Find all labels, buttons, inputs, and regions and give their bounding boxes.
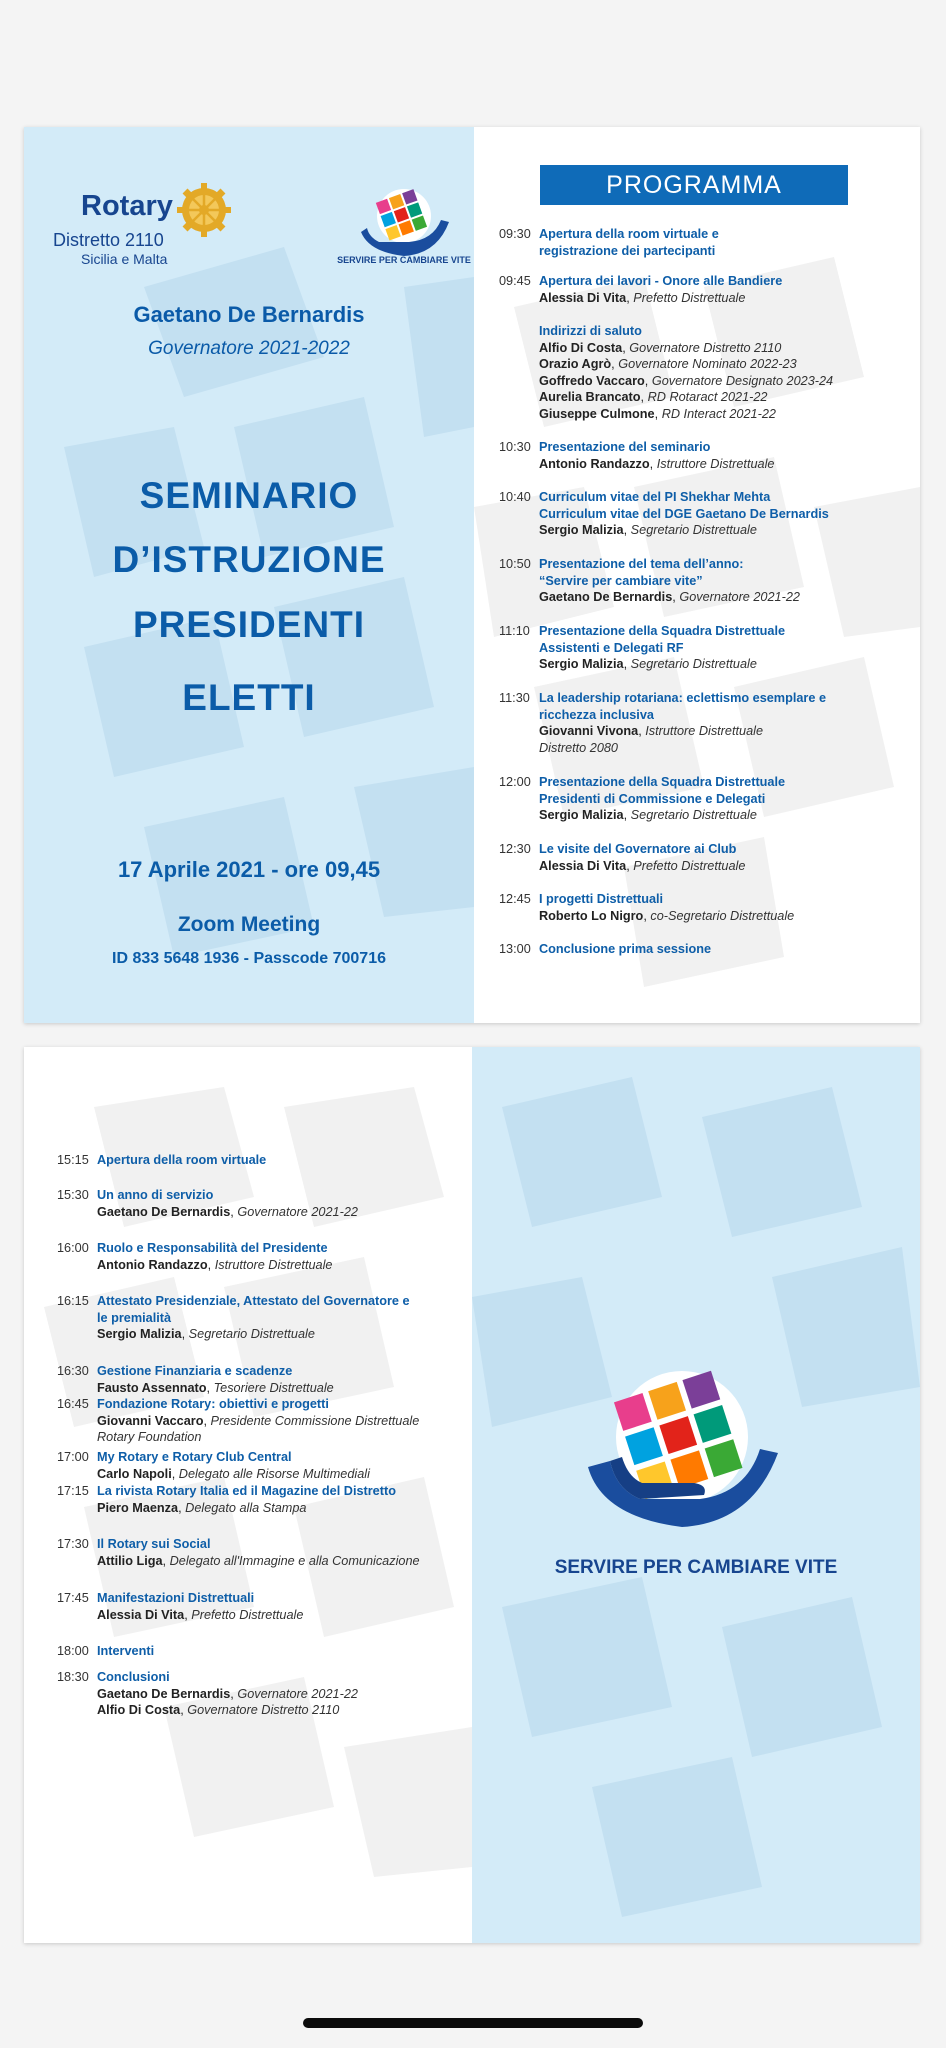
speaker-line: Sergio Malizia, Segretario Distrettuale xyxy=(539,808,757,822)
schedule-body xyxy=(97,1669,467,1719)
schedule-body xyxy=(539,439,914,472)
rotary-wheel-icon xyxy=(176,182,232,238)
cover-panel xyxy=(24,127,474,1023)
session-title: La leadership rotariana: eclettismo esemplare e xyxy=(539,691,826,705)
session-title: Curriculum vitae del PI Shekhar Mehta xyxy=(539,490,771,504)
seminar-title-line: SEMINARIO xyxy=(139,475,359,516)
schedule-body xyxy=(539,273,914,306)
session-title: Apertura dei lavori - Onore alle Bandiere xyxy=(539,274,783,288)
speaker-name: Carlo Napoli xyxy=(97,1466,172,1481)
seminar-title-line: ELETTI xyxy=(182,677,316,718)
speaker-name: Antonio Randazzo xyxy=(97,1257,208,1272)
speaker-role: Segretario Distrettuale xyxy=(188,1327,315,1341)
speaker-name: Alfio Di Costa xyxy=(97,1703,181,1717)
speaker-line: Giuseppe Culmone, RD Interact 2021-22 xyxy=(539,406,776,421)
speaker-name: Alessia Di Vita xyxy=(97,1607,185,1622)
speaker-role: Governatore 2021-22 xyxy=(237,1204,358,1219)
speaker-role: RD Rotaract 2021-22 xyxy=(647,390,768,404)
speaker-name: Sergio Malizia xyxy=(539,523,624,537)
speaker-name: Sergio Malizia xyxy=(539,657,624,671)
session-title: Un anno di servizio xyxy=(97,1188,214,1202)
speaker-role: Segretario Distrettuale xyxy=(630,808,757,822)
schedule-body xyxy=(539,841,914,874)
schedule-body xyxy=(97,1293,467,1343)
speaker-name: Gaetano De Bernardis xyxy=(97,1204,231,1219)
session-title: Apertura della room virtuale xyxy=(97,1153,267,1167)
speaker-line: Aurelia Brancato, RD Rotaract 2021-22 xyxy=(539,390,768,404)
speaker-role: Governatore 2021-22 xyxy=(679,590,800,604)
session-title: Presentazione del seminario xyxy=(539,440,711,454)
schedule-time: 09:30 xyxy=(499,227,531,241)
speaker-line: Orazio Agrò, Governatore Nominato 2022-23 xyxy=(539,357,797,371)
speaker-role: Presidente Commissione Distrettuale xyxy=(210,1413,420,1428)
schedule-body xyxy=(97,1590,467,1623)
schedule-body xyxy=(539,623,914,673)
speaker-line xyxy=(539,740,914,757)
session-title: registrazione dei partecipanti xyxy=(539,243,716,258)
speaker-name: Giuseppe Culmone xyxy=(539,406,655,421)
speaker-line: Gaetano De Bernardis, Governatore 2021-22 xyxy=(97,1686,358,1701)
speaker-role: Delegato alle Risorse Multimediali xyxy=(178,1466,370,1481)
speaker-name: Goffredo Vaccaro xyxy=(539,373,645,388)
speaker-line: Sergio Malizia, Segretario Distrettuale xyxy=(539,657,757,671)
meeting-credentials: ID 833 5648 1936 - Passcode 700716 xyxy=(112,950,386,967)
speaker-line: Roberto Lo Nigro, co-Segretario Distrettuale xyxy=(539,908,795,923)
schedule-time: 16:45 xyxy=(57,1397,89,1411)
speaker-line xyxy=(97,1429,467,1446)
speaker-line: Giovanni Vivona, Istruttore Distrettuale xyxy=(539,724,764,738)
schedule-time: 17:00 xyxy=(57,1450,89,1464)
speaker-name: Roberto Lo Nigro xyxy=(539,908,644,923)
session-title: “Servire per cambiare vite” xyxy=(539,573,703,588)
session-title: Fondazione Rotary: obiettivi e progetti xyxy=(97,1397,329,1411)
speaker-role: Istruttore Distrettuale xyxy=(645,724,764,738)
schedule-body xyxy=(97,1240,467,1273)
session-title: Curriculum vitae del DGE Gaetano De Bernardis xyxy=(539,506,829,521)
speaker-name: Sergio Malizia xyxy=(539,808,624,822)
speaker-name: Gaetano De Bernardis xyxy=(97,1686,231,1701)
schedule-time: 12:30 xyxy=(499,842,531,856)
speaker-role: Delegato all'Immagine e alla Comunicazione xyxy=(169,1553,420,1568)
globe-hand-logo-icon xyxy=(582,1357,782,1547)
schedule-time: 11:30 xyxy=(499,691,530,705)
speaker-line: Alessia Di Vita, Prefetto Distrettuale xyxy=(539,290,746,305)
brochure-page-1 xyxy=(24,127,920,1023)
speaker-line: Goffredo Vaccaro, Governatore Designato 2023-24 xyxy=(539,373,834,388)
speaker-line: Giovanni Vaccaro, Presidente Commissione Distrettuale xyxy=(97,1413,420,1428)
session-title: Conclusione prima sessione xyxy=(539,942,712,956)
speaker-line: Carlo Napoli, Delegato alle Risorse Multimediali xyxy=(97,1466,370,1481)
session-title: Le visite del Governatore ai Club xyxy=(539,842,737,856)
speaker-role: Governatore Distretto 2110 xyxy=(187,1703,340,1717)
speaker-role: Segretario Distrettuale xyxy=(630,657,757,671)
speaker-line: Antonio Randazzo, Istruttore Distrettuale xyxy=(539,456,775,471)
speaker-line: Alessia Di Vita, Prefetto Distrettuale xyxy=(539,858,746,873)
schedule-body xyxy=(97,1152,467,1169)
session-title: My Rotary e Rotary Club Central xyxy=(97,1450,292,1464)
speaker-role: Distretto 2080 xyxy=(539,740,618,755)
speaker-role: Prefetto Distrettuale xyxy=(191,1607,304,1622)
session-title: Presentazione della Squadra Distrettuale xyxy=(539,775,786,789)
speaker-line: Alfio Di Costa, Governatore Distretto 2110 xyxy=(539,340,782,355)
speaker-line: Antonio Randazzo, Istruttore Distrettuale xyxy=(97,1257,333,1272)
session-title: Il Rotary sui Social xyxy=(97,1537,211,1551)
speaker-role: Tesoriere Distrettuale xyxy=(213,1380,334,1395)
tagline-large: SERVIRE PER CAMBIARE VITE xyxy=(554,1557,838,1578)
schedule-body xyxy=(539,891,914,924)
governor-name: Gaetano De Bernardis xyxy=(133,302,365,327)
schedule-body xyxy=(539,226,914,259)
schedule-body xyxy=(97,1643,467,1660)
speaker-name: Piero Maenza xyxy=(97,1500,179,1515)
session-title: Apertura della room virtuale e xyxy=(539,227,719,241)
speaker-name: Giovanni Vaccaro xyxy=(97,1413,204,1428)
session-title: le premialità xyxy=(97,1310,172,1325)
speaker-role: RD Interact 2021-22 xyxy=(661,406,776,421)
speaker-name: Aurelia Brancato xyxy=(539,390,641,404)
schedule-time: 09:45 xyxy=(499,274,531,288)
district-label: Distretto 2110 xyxy=(53,230,164,250)
schedule-time: 16:00 xyxy=(57,1241,89,1255)
speaker-role: Prefetto Distrettuale xyxy=(633,290,746,305)
program-header: PROGRAMMA xyxy=(540,165,848,205)
speaker-name: Alessia Di Vita xyxy=(539,290,627,305)
program-panel-afternoon xyxy=(24,1047,472,1943)
schedule-body xyxy=(97,1449,467,1482)
session-title: Presentazione della Squadra Distrettuale xyxy=(539,624,786,638)
tagline-small: SERVIRE PER CAMBIARE VITE xyxy=(337,255,471,265)
brochure-page-2 xyxy=(24,1047,920,1943)
speaker-role: Governatore 2021-22 xyxy=(237,1686,358,1701)
schedule-time: 16:30 xyxy=(57,1364,89,1378)
session-title: ricchezza inclusiva xyxy=(539,707,654,722)
schedule-time: 15:15 xyxy=(57,1153,89,1167)
session-title: Gestione Finanziaria e scadenze xyxy=(97,1364,293,1378)
speaker-role: Prefetto Distrettuale xyxy=(633,858,746,873)
speaker-name: Antonio Randazzo xyxy=(539,456,650,471)
schedule-time: 10:30 xyxy=(499,440,531,454)
session-title: Presidenti di Commissione e Delegati xyxy=(539,791,766,806)
speaker-line: Attilio Liga, Delegato all'Immagine e alla Comunicazione xyxy=(97,1553,420,1568)
schedule-body xyxy=(97,1363,467,1396)
speaker-line: Sergio Malizia, Segretario Distrettuale xyxy=(97,1327,315,1341)
schedule-body xyxy=(539,941,914,958)
speaker-line: Alfio Di Costa, Governatore Distretto 2110 xyxy=(97,1703,340,1717)
session-title: Conclusioni xyxy=(97,1670,170,1684)
speaker-role: Governatore Designato 2023-24 xyxy=(651,373,834,388)
session-title: Attestato Presidenziale, Attestato del Governatore e xyxy=(97,1294,410,1308)
speaker-role: Rotary Foundation xyxy=(97,1430,202,1444)
session-title: Manifestazioni Distrettuali xyxy=(97,1591,255,1605)
event-platform: Zoom Meeting xyxy=(177,913,321,936)
session-title: Ruolo e Responsabilità del Presidente xyxy=(97,1241,328,1255)
program-panel xyxy=(474,127,920,1023)
schedule-body xyxy=(97,1483,467,1516)
schedule-time: 15:30 xyxy=(57,1188,89,1202)
schedule-body xyxy=(539,690,914,756)
schedule-time: 10:50 xyxy=(499,557,531,571)
home-indicator[interactable] xyxy=(303,2018,643,2028)
region-label: Sicilia e Malta xyxy=(81,251,168,267)
speaker-role: Governatore Distretto 2110 xyxy=(629,340,782,355)
speaker-line: Gaetano De Bernardis, Governatore 2021-22 xyxy=(539,590,800,604)
schedule-body xyxy=(539,323,914,422)
speaker-name: Gaetano De Bernardis xyxy=(539,590,673,604)
session-title: Presentazione del tema dell’anno: xyxy=(539,557,744,571)
rotary-wordmark: Rotary xyxy=(81,190,173,222)
back-cover-panel xyxy=(472,1047,920,1943)
session-title: I progetti Distrettuali xyxy=(539,892,664,906)
speaker-role: Istruttore Distrettuale xyxy=(656,456,775,471)
schedule-body xyxy=(539,556,914,606)
speaker-role: Delegato alla Stampa xyxy=(185,1500,307,1515)
schedule-time: 18:30 xyxy=(57,1670,89,1684)
speaker-role: co-Segretario Distrettuale xyxy=(650,908,795,923)
schedule-time: 18:00 xyxy=(57,1644,89,1658)
schedule-body xyxy=(97,1187,467,1220)
schedule-body xyxy=(539,774,914,824)
speaker-name: Orazio Agrò xyxy=(539,357,612,371)
speaker-line: Fausto Assennato, Tesoriere Distrettuale xyxy=(97,1380,334,1395)
speaker-role: Segretario Distrettuale xyxy=(630,523,757,537)
schedule-time: 12:00 xyxy=(499,775,531,789)
governor-title: Governatore 2021-2022 xyxy=(148,338,350,359)
speaker-line: Piero Maenza, Delegato alla Stampa xyxy=(97,1500,307,1515)
session-title: Indirizzi di saluto xyxy=(539,324,642,338)
speaker-name: Giovanni Vivona xyxy=(539,724,639,738)
seminar-title-line: PRESIDENTI xyxy=(132,604,366,645)
session-title: Assistenti e Delegati RF xyxy=(539,640,684,655)
schedule-time: 17:15 xyxy=(57,1484,89,1498)
schedule-time: 17:45 xyxy=(57,1591,89,1605)
session-title: Interventi xyxy=(97,1644,155,1658)
speaker-name: Sergio Malizia xyxy=(97,1327,182,1341)
event-date: 17 Aprile 2021 - ore 09,45 xyxy=(117,857,381,882)
speaker-name: Attilio Liga xyxy=(97,1553,163,1568)
schedule-time: 11:10 xyxy=(499,624,530,638)
seminar-title-line: D’ISTRUZIONE xyxy=(112,539,386,580)
speaker-line: Alessia Di Vita, Prefetto Distrettuale xyxy=(97,1607,304,1622)
schedule-time: 17:30 xyxy=(57,1537,89,1551)
speaker-role: Istruttore Distrettuale xyxy=(214,1257,333,1272)
schedule-body xyxy=(539,489,914,539)
speaker-name: Fausto Assennato xyxy=(97,1380,207,1395)
speaker-line: Gaetano De Bernardis, Governatore 2021-22 xyxy=(97,1204,358,1219)
schedule-time: 13:00 xyxy=(499,942,531,956)
speaker-role: Governatore Nominato 2022-23 xyxy=(618,357,797,371)
speaker-name: Alfio Di Costa xyxy=(539,340,623,355)
schedule-time: 12:45 xyxy=(499,892,531,906)
schedule-body xyxy=(97,1536,467,1569)
session-title: La rivista Rotary Italia ed il Magazine del Distretto xyxy=(97,1484,396,1498)
schedule-time: 10:40 xyxy=(499,490,531,504)
schedule-time: 16:15 xyxy=(57,1294,89,1308)
speaker-name: Alessia Di Vita xyxy=(539,858,627,873)
schedule-body xyxy=(97,1396,467,1446)
speaker-line: Sergio Malizia, Segretario Distrettuale xyxy=(539,523,757,537)
